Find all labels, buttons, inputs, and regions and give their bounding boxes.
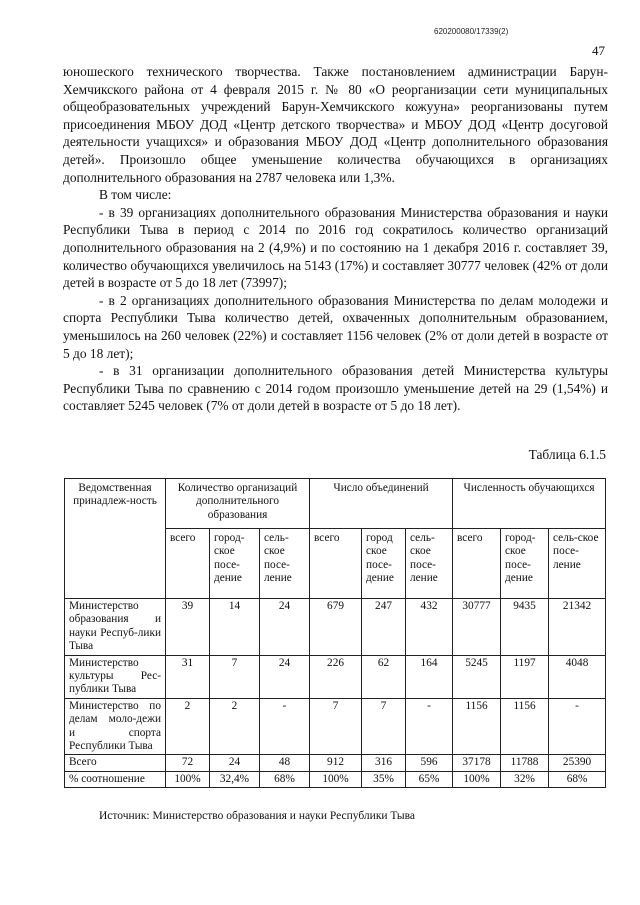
cell: 7 [210, 655, 260, 698]
row-label: Министерство культуры Рес-публики Тыва [65, 655, 166, 698]
cell: 31 [166, 655, 210, 698]
cell: 48 [260, 755, 310, 771]
subheader-students-rural: сель-ское посе-ление [549, 529, 606, 599]
page-number: 47 [592, 43, 605, 58]
cell: 24 [210, 755, 260, 771]
cell: 912 [310, 755, 362, 771]
subheader-assoc-rural: сель-ское посе-ление [406, 529, 453, 599]
paragraph-reorganization: юношеского технического творчества. Также постановлением администрации Барун-Хемчикского района от 4 февраля 2015 г. № 80 «О реорганизации сети муниципальных общеобразовательных учреждений Барун-Хемчикского кожууна» реорганизованы путем присоединения МБОУ ДОД «Центр детского творчества» и МБОУ ДОД «Центр досуговой деятельности учащихся» и образования МБОУ ДОД «Центр дополнительного образования детей». Произошло общее уменьшение количества обучающихся в организациях дополнительного образования на 2787 человека или 1,3%. [63, 64, 608, 185]
subheader-assoc-total: всего [310, 529, 362, 599]
cell: 100% [166, 771, 210, 787]
table-header-row-groups [65, 479, 606, 529]
cell: 35% [362, 771, 406, 787]
row-label: Министерство образования и науки Респуб-лики Тыва [65, 599, 166, 656]
cell: 68% [260, 771, 310, 787]
cell: 25390 [549, 755, 606, 771]
subheader-students-urban: город-ское посе-дение [501, 529, 549, 599]
cell: 5245 [453, 655, 501, 698]
cell: 100% [310, 771, 362, 787]
cell: 432 [406, 599, 453, 656]
cell: 7 [310, 698, 362, 755]
cell: 4048 [549, 655, 606, 698]
cell: 164 [406, 655, 453, 698]
cell: 7 [362, 698, 406, 755]
cell: 68% [549, 771, 606, 787]
cell: 14 [210, 599, 260, 656]
cell: - [549, 698, 606, 755]
table-source: Источник: Министерство образования и науки Республики Тыва [99, 810, 415, 822]
cell: 9435 [501, 599, 549, 656]
cell: 11788 [501, 755, 549, 771]
cell: 316 [362, 755, 406, 771]
cell: 1197 [501, 655, 549, 698]
paragraph-ministry-education: - в 39 организациях дополнительного образования Министерства образования и науки Республики Тыва в период с 2014 по 2016 год сократилось количество организаций дополнительного образования на 2 (4,9%) и по состоянию на 1 декабря 2016 г. составляет 39, количество обучающихся увеличилось на 5143 (17%) и составляет 30777 человек (42% от доли детей в возрасте от 5 до 18 лет (73997); [63, 204, 608, 291]
cell: 100% [453, 771, 501, 787]
table-row-total [65, 755, 606, 771]
table-row [65, 599, 606, 656]
header-students-count: Численность обучающихся [453, 479, 606, 529]
table-row [65, 698, 606, 755]
subheader-org-urban: город-ское посе-дение [210, 529, 260, 599]
cell: 24 [260, 599, 310, 656]
paragraph-ministry-culture: - в 31 организации дополнительного образования детей Министерства культуры Республики Тыва по сравнению с 2014 годом произошло уменьшение детей на 29 (1,54%) и составляет 5245 человек (7% от доли детей в возрасте от 5 до 18 лет). [63, 363, 608, 414]
cell: 65% [406, 771, 453, 787]
row-label: % соотношение [65, 771, 166, 787]
header-organizations-count: Количество организаций дополнительного образования [166, 479, 310, 529]
cell: 37178 [453, 755, 501, 771]
cell: 1156 [501, 698, 549, 755]
subheader-assoc-urban: город ское посе-дение [362, 529, 406, 599]
table-row [65, 655, 606, 698]
cell: 32,4% [210, 771, 260, 787]
body-text [63, 63, 608, 415]
cell: 2 [210, 698, 260, 755]
cell: - [406, 698, 453, 755]
cell: 32% [501, 771, 549, 787]
paragraph-ministry-youth-sport: - в 2 организациях дополнительного образования Министерства по делам молодежи и спорта Республики Тыва количество детей, охваченных дополнительным образованием, уменьшилось на 260 человек (22%) и составляет 1156 человек (2% от доли детей в возрасте от 5 до 18 лет); [63, 292, 608, 361]
subheader-students-total: всего [453, 529, 501, 599]
cell: 1156 [453, 698, 501, 755]
cell: 62 [362, 655, 406, 698]
cell: 30777 [453, 599, 501, 656]
cell: 596 [406, 755, 453, 771]
document-id: 620200080/17339(2) [434, 27, 509, 36]
row-label: Всего [65, 755, 166, 771]
cell: 24 [260, 655, 310, 698]
header-associations-count: Число объединений [310, 479, 453, 529]
statistics-table [64, 478, 606, 788]
row-label: Министерство по делам моло-дежи и спорта Республики Тыва [65, 698, 166, 755]
paragraph-including: В том числе: [99, 187, 172, 203]
cell: 679 [310, 599, 362, 656]
cell: 247 [362, 599, 406, 656]
cell: 72 [166, 755, 210, 771]
cell: - [260, 698, 310, 755]
cell: 39 [166, 599, 210, 656]
table-caption: Таблица 6.1.5 [528, 447, 606, 462]
table-row-percent [65, 771, 606, 787]
subheader-org-rural: сель-ское посе-ление [260, 529, 310, 599]
header-affiliation: Ведомственная принадлеж-ность [65, 479, 166, 599]
subheader-org-total: всего [166, 529, 210, 599]
cell: 21342 [549, 599, 606, 656]
cell: 2 [166, 698, 210, 755]
cell: 226 [310, 655, 362, 698]
